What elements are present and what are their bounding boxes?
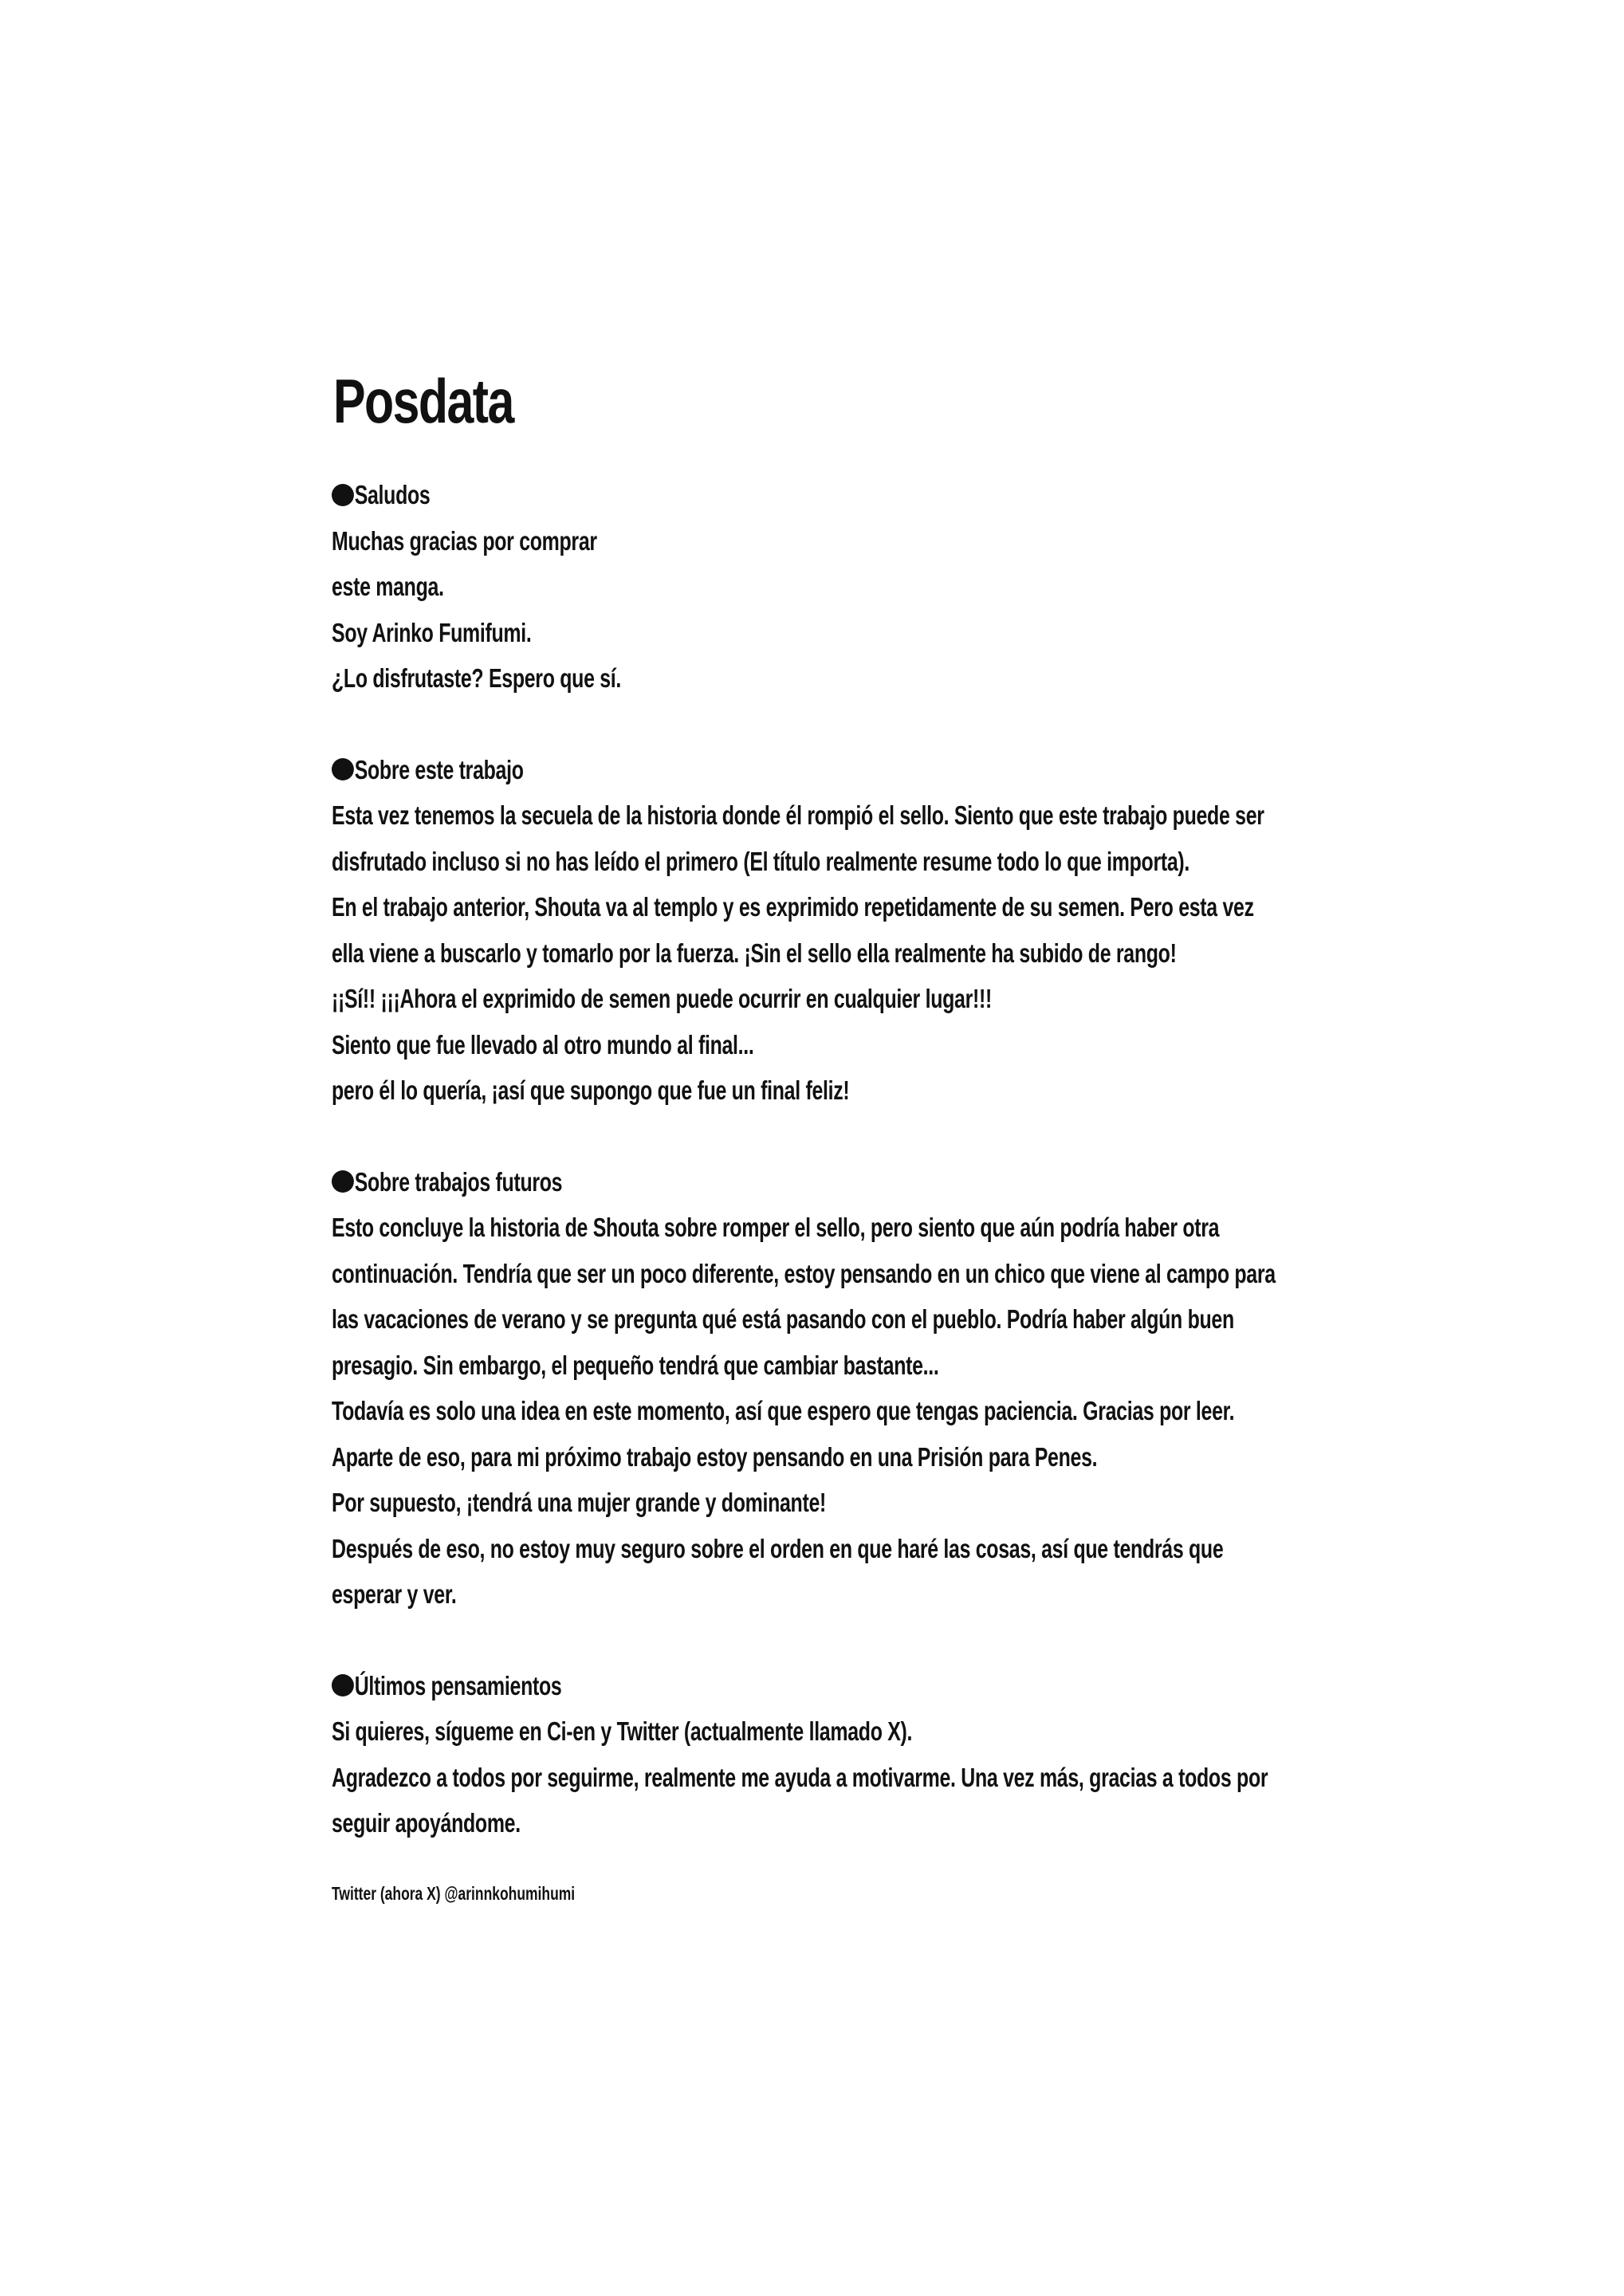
section: [332, 1159, 1328, 1618]
paragraph-line: presagio. Sin embargo, el pequeño tendrá que cambiar bastante...: [332, 1350, 939, 1380]
paragraph-line: Por supuesto, ¡tendrá una mujer grande y dominante!: [332, 1488, 827, 1517]
paragraph-line: Esto concluye la historia de Shouta sobre romper el sello, pero siento que aún podría haber otra: [332, 1213, 1220, 1242]
document-content: [332, 357, 1328, 1909]
paragraph-line: las vacaciones de verano y se pregunta qué está pasando con el pueblo. Podría haber algún buen: [332, 1304, 1234, 1334]
paragraph-line: continuación. Tendría que ser un poco diferente, estoy pensando en un chico que viene al campo para: [332, 1258, 1276, 1288]
footer-social-handle: Twitter (ahora X) @arinnkohumihumi: [332, 1882, 576, 1904]
paragraph-line: En el trabajo anterior, Shouta va al templo y es exprimido repetidamente de su semen. Pero esta vez: [332, 892, 1254, 922]
paragraph-line: Esta vez tenemos la secuela de la historia donde él rompió el sello. Siento que este trabajo puede ser: [332, 800, 1264, 830]
section-heading: [332, 1663, 1084, 1709]
paragraph-line: seguir apoyándome.: [332, 1808, 521, 1838]
paragraph-line: este manga.: [332, 572, 444, 601]
paragraph-line: pero él lo quería, ¡así que supongo que fue un final feliz!: [332, 1075, 850, 1105]
paragraph-line: Siento que fue llevado al otro mundo al final...: [332, 1029, 754, 1060]
paragraph-line: esperar y ver.: [332, 1579, 457, 1609]
section: [332, 1663, 1328, 1846]
page-title: Posdata: [333, 366, 513, 436]
paragraph-line: Agradezco a todos por seguirme, realmente me ayuda a motivarme. Una vez más, gracias a todos por: [332, 1762, 1268, 1792]
bullet-icon: [332, 484, 354, 506]
section: [332, 747, 1328, 1114]
section-heading-text: Saludos: [354, 480, 431, 509]
paragraph-line: Después de eso, no estoy muy seguro sobre el orden en que haré las cosas, así que tendrás que: [332, 1533, 1224, 1563]
section-heading: [332, 472, 1084, 518]
paragraph-line: disfrutado incluso si no has leído el primero (El título realmente resume todo lo que importa).: [332, 846, 1190, 876]
paragraph-line: Aparte de eso, para mi próximo trabajo estoy pensando en una Prisión para Penes.: [332, 1441, 1098, 1472]
paragraph-line: Si quieres, sígueme en Ci-en y Twitter (actualmente llamado X).: [332, 1716, 913, 1746]
paragraph-line: ella viene a buscarlo y tomarlo por la fuerza. ¡Sin el sello ella realmente ha subido de rango!: [332, 938, 1177, 968]
paragraph-line: Todavía es solo una idea en este momento, así que espero que tengas paciencia. Gracias por leer.: [332, 1396, 1235, 1425]
paragraph-line: ¿Lo disfrutaste? Espero que sí.: [332, 663, 622, 693]
bullet-icon: [332, 758, 354, 780]
bullet-icon: [332, 1674, 354, 1696]
sections-container: [332, 472, 1328, 1846]
section-heading-text: Sobre este trabajo: [354, 754, 524, 784]
section: [332, 472, 1328, 702]
section-heading-text: Sobre trabajos futuros: [354, 1166, 563, 1197]
section-heading-text: Últimos pensamientos: [354, 1670, 562, 1700]
section-heading: [332, 747, 1084, 793]
paragraph-line: Soy Arinko Fumifumi.: [332, 617, 532, 647]
bullet-icon: [332, 1170, 354, 1193]
paragraph-line: Muchas gracias por comprar: [332, 525, 597, 556]
paragraph-line: ¡¡Sí!! ¡¡¡Ahora el exprimido de semen puede ocurrir en cualquier lugar!!!: [332, 984, 992, 1013]
section-heading: [332, 1159, 1084, 1205]
